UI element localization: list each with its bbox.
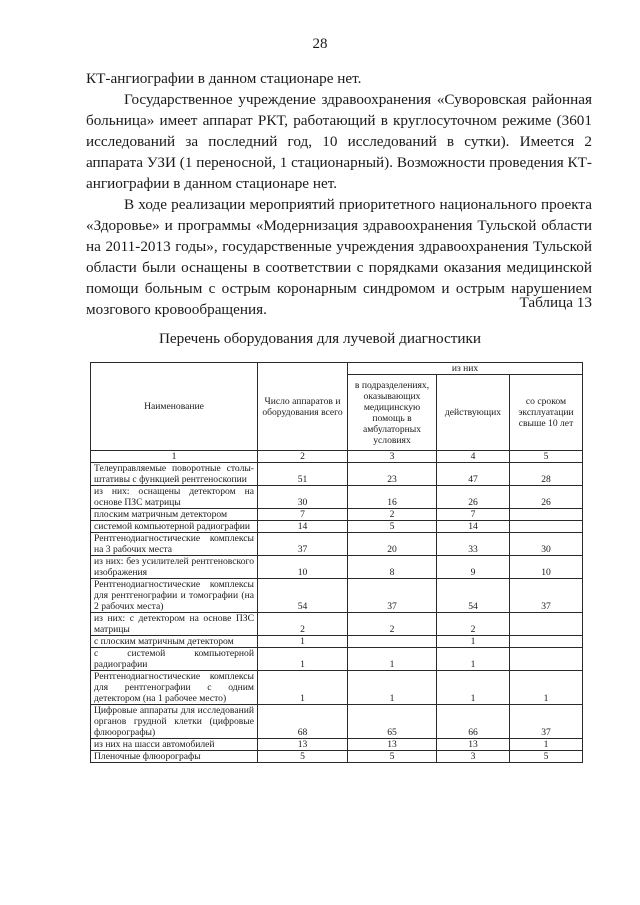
value-cell: 26 xyxy=(510,486,583,509)
value-cell xyxy=(510,648,583,671)
table-row xyxy=(91,613,583,636)
index-cell: 4 xyxy=(437,451,510,463)
value-cell: 1 xyxy=(348,648,437,671)
table-row xyxy=(91,751,583,763)
value-cell: 14 xyxy=(437,521,510,533)
paragraph: КТ-ангиографии в данном стационаре нет. xyxy=(86,70,362,87)
table-row xyxy=(91,739,583,751)
equipment-name-cell: из них на шасси автомобилей xyxy=(91,739,258,751)
value-cell: 5 xyxy=(258,751,348,763)
table-row xyxy=(91,705,583,739)
value-cell: 10 xyxy=(510,556,583,579)
value-cell xyxy=(510,509,583,521)
equipment-table xyxy=(90,362,583,763)
value-cell: 68 xyxy=(258,705,348,739)
index-row xyxy=(91,451,583,463)
header-total: Число аппаратов и оборудования всего xyxy=(258,363,348,451)
table-row xyxy=(91,648,583,671)
equipment-name-cell: Пленочные флюорографы xyxy=(91,751,258,763)
value-cell: 37 xyxy=(348,579,437,613)
value-cell: 28 xyxy=(510,463,583,486)
value-cell: 3 xyxy=(437,751,510,763)
page-number: 28 xyxy=(312,36,328,52)
value-cell: 2 xyxy=(258,613,348,636)
value-cell xyxy=(510,636,583,648)
table-row xyxy=(91,486,583,509)
table-label: Таблица 13 xyxy=(519,294,592,311)
value-cell: 7 xyxy=(437,509,510,521)
value-cell: 54 xyxy=(437,579,510,613)
equipment-name-cell: системой компьютерной радиографии xyxy=(91,521,258,533)
table-row xyxy=(91,556,583,579)
value-cell: 1 xyxy=(510,739,583,751)
index-cell: 5 xyxy=(510,451,583,463)
body-text xyxy=(86,68,592,320)
value-cell: 5 xyxy=(348,521,437,533)
index-cell: 1 xyxy=(91,451,258,463)
paragraph: Государственное учреждение здравоохранения «Суворовская районная больница» имеет аппарат РКТ, работающий в круглосуточном режиме (3601 исследований за последний год, 10 исследований в сутки). Имеется 2 аппарата УЗИ (1 переносной, 1 стационарный). Возможности проведения КТ-ангиографии в данном стационаре нет. xyxy=(86,91,592,192)
value-cell: 47 xyxy=(437,463,510,486)
index-cell: 3 xyxy=(348,451,437,463)
table-row xyxy=(91,636,583,648)
value-cell: 54 xyxy=(258,579,348,613)
value-cell: 16 xyxy=(348,486,437,509)
equipment-name-cell: из них: с детектором на основе ПЗС матрицы xyxy=(91,613,258,636)
table-row xyxy=(91,509,583,521)
paragraph: В ходе реализации мероприятий приоритетного национального проекта «Здоровье» и программы «Модернизация здравоохранения Тульской области на 2011-2013 годы», государственные учреждения здравоохранения Тульской области были оснащены в соответствии с порядками оказания медицинской помощи больным с острым коронарным синдромом и острым нарушением мозгового кровообращения. xyxy=(86,196,592,318)
value-cell: 37 xyxy=(510,579,583,613)
value-cell: 30 xyxy=(510,533,583,556)
value-cell: 26 xyxy=(437,486,510,509)
value-cell: 33 xyxy=(437,533,510,556)
value-cell: 23 xyxy=(348,463,437,486)
value-cell: 37 xyxy=(510,705,583,739)
value-cell: 37 xyxy=(258,533,348,556)
table-row xyxy=(91,463,583,486)
value-cell: 65 xyxy=(348,705,437,739)
value-cell: 2 xyxy=(348,509,437,521)
value-cell: 8 xyxy=(348,556,437,579)
value-cell: 51 xyxy=(258,463,348,486)
equipment-name-cell: Телеуправляемые поворотные столы-штативы с функцией рентгеноскопии xyxy=(91,463,258,486)
equipment-name-cell: Цифровые аппараты для исследований органов грудной клетки (цифровые флюорографы) xyxy=(91,705,258,739)
value-cell: 10 xyxy=(258,556,348,579)
equipment-name-cell: из них: оснащены детектором на основе ПЗС матрицы xyxy=(91,486,258,509)
equipment-name-cell: из них: без усилителей рентгеновского изображения xyxy=(91,556,258,579)
value-cell: 13 xyxy=(437,739,510,751)
value-cell: 1 xyxy=(510,671,583,705)
equipment-name-cell: Рентгенодиагностические комплексы на 3 рабочих места xyxy=(91,533,258,556)
table-body xyxy=(91,451,583,763)
header-group: из них xyxy=(348,363,583,375)
value-cell: 1 xyxy=(437,648,510,671)
table-row xyxy=(91,671,583,705)
table-title: Перечень оборудования для лучевой диагностики xyxy=(158,330,482,347)
table-row xyxy=(91,579,583,613)
header-active: действующих xyxy=(437,375,510,451)
value-cell: 2 xyxy=(348,613,437,636)
equipment-name-cell: с плоским матричным детектором xyxy=(91,636,258,648)
header-outpatient: в подразделениях, оказывающих медицинскую помощь в амбулаторных условиях xyxy=(348,375,437,451)
value-cell: 13 xyxy=(348,739,437,751)
value-cell: 7 xyxy=(258,509,348,521)
value-cell: 1 xyxy=(437,671,510,705)
header-name: Наименование xyxy=(91,363,258,451)
equipment-name-cell: с системой компьютерной радиографии xyxy=(91,648,258,671)
value-cell: 20 xyxy=(348,533,437,556)
value-cell: 1 xyxy=(348,671,437,705)
value-cell xyxy=(348,636,437,648)
table-row xyxy=(91,533,583,556)
index-cell: 2 xyxy=(258,451,348,463)
equipment-name-cell: Рентгенодиагностические комплексы для рентгенографии и томографии (на 2 рабочих места) xyxy=(91,579,258,613)
value-cell: 1 xyxy=(437,636,510,648)
value-cell: 14 xyxy=(258,521,348,533)
value-cell: 5 xyxy=(348,751,437,763)
value-cell: 1 xyxy=(258,671,348,705)
value-cell xyxy=(510,613,583,636)
value-cell: 1 xyxy=(258,636,348,648)
value-cell: 30 xyxy=(258,486,348,509)
value-cell: 2 xyxy=(437,613,510,636)
value-cell: 9 xyxy=(437,556,510,579)
equipment-name-cell: плоским матричным детектором xyxy=(91,509,258,521)
value-cell: 66 xyxy=(437,705,510,739)
value-cell: 5 xyxy=(510,751,583,763)
equipment-name-cell: Рентгенодиагностические комплексы для рентгенографии с одним детектором (на 1 рабочее место) xyxy=(91,671,258,705)
value-cell: 13 xyxy=(258,739,348,751)
header-over-10-years: со сроком эксплуатации свыше 10 лет xyxy=(510,375,583,451)
value-cell xyxy=(510,521,583,533)
table-row xyxy=(91,521,583,533)
value-cell: 1 xyxy=(258,648,348,671)
